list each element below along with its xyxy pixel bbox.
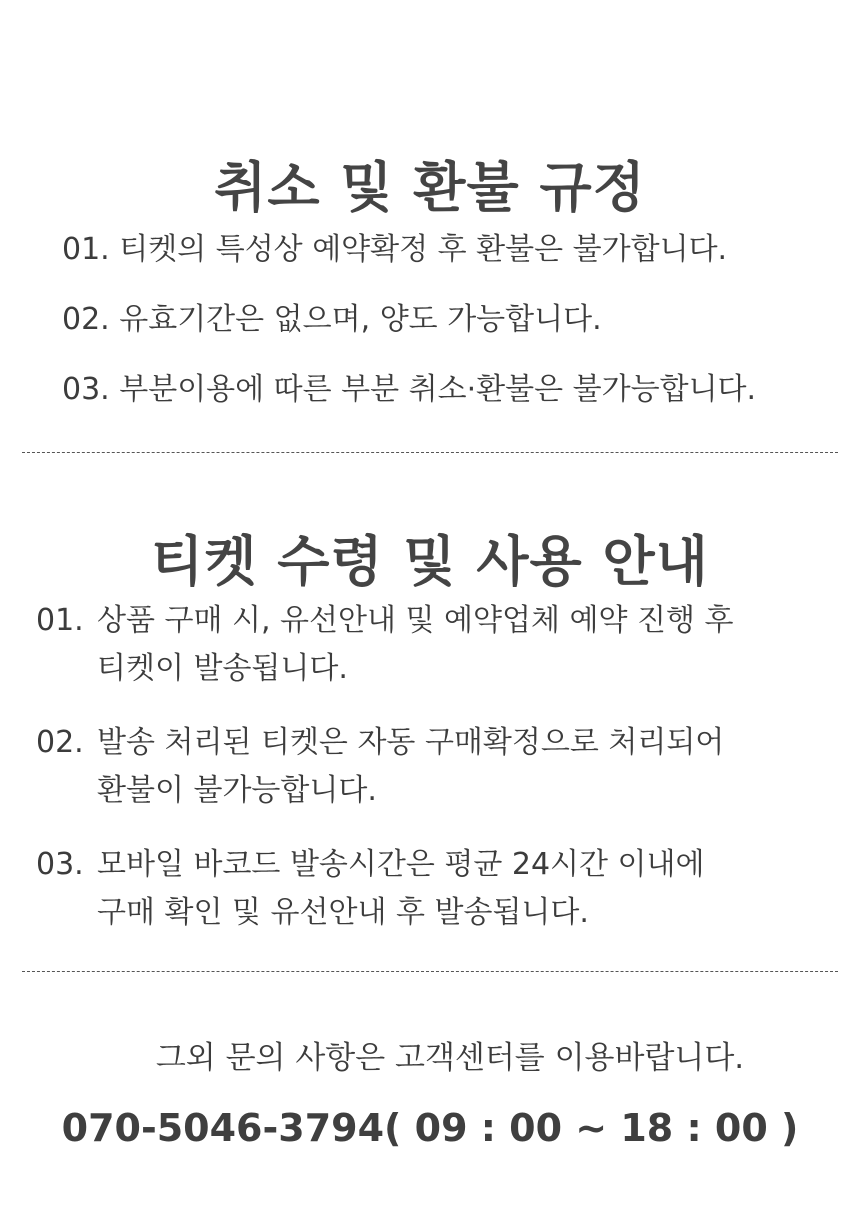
refund-policy-item: 03. 부분이용에 따른 부분 취소·환불은 불가능합니다. [62, 372, 757, 407]
item-text-line2: 구매 확인 및 유선안내 후 발송됩니다. [97, 895, 589, 930]
ticket-guide-item [36, 719, 733, 841]
item-text-line1: 모바일 바코드 발송시간은 평균 24시간 이내에 [97, 847, 705, 882]
ticket-guide-list [36, 597, 733, 963]
item-number: 02. [36, 725, 84, 760]
refund-policy-title: 취소 및 환불 규정 [214, 156, 646, 220]
item-number: 03. [36, 847, 84, 882]
item-text-line2: 티켓이 발송됩니다. [97, 651, 348, 686]
contact-notice: 그외 문의 사항은 고객센터를 이용바랍니다. [155, 1040, 745, 1076]
item-number: 01. [36, 603, 84, 638]
item-text-line2: 환불이 불가능합니다. [97, 773, 377, 808]
refund-policy-list [62, 225, 756, 435]
ticket-guide-item [36, 597, 733, 719]
section-divider [22, 452, 838, 453]
contact-phone: 070-5046-3794( 09 : 00 ~ 18 : 00 ) [61, 1106, 799, 1150]
item-text-line1: 상품 구매 시, 유선안내 및 예약업체 예약 진행 후 [97, 603, 734, 638]
item-text-line1: 발송 처리된 티켓은 자동 구매확정으로 처리되어 [97, 725, 725, 760]
ticket-guide-title: 티켓 수령 및 사용 안내 [151, 530, 709, 594]
refund-policy-item: 02. 유효기간은 없으며, 양도 가능합니다. [62, 302, 602, 337]
section-divider [22, 971, 838, 972]
ticket-guide-item [36, 841, 733, 963]
refund-policy-item: 01. 티켓의 특성상 예약확정 후 환불은 불가합니다. [62, 232, 728, 267]
